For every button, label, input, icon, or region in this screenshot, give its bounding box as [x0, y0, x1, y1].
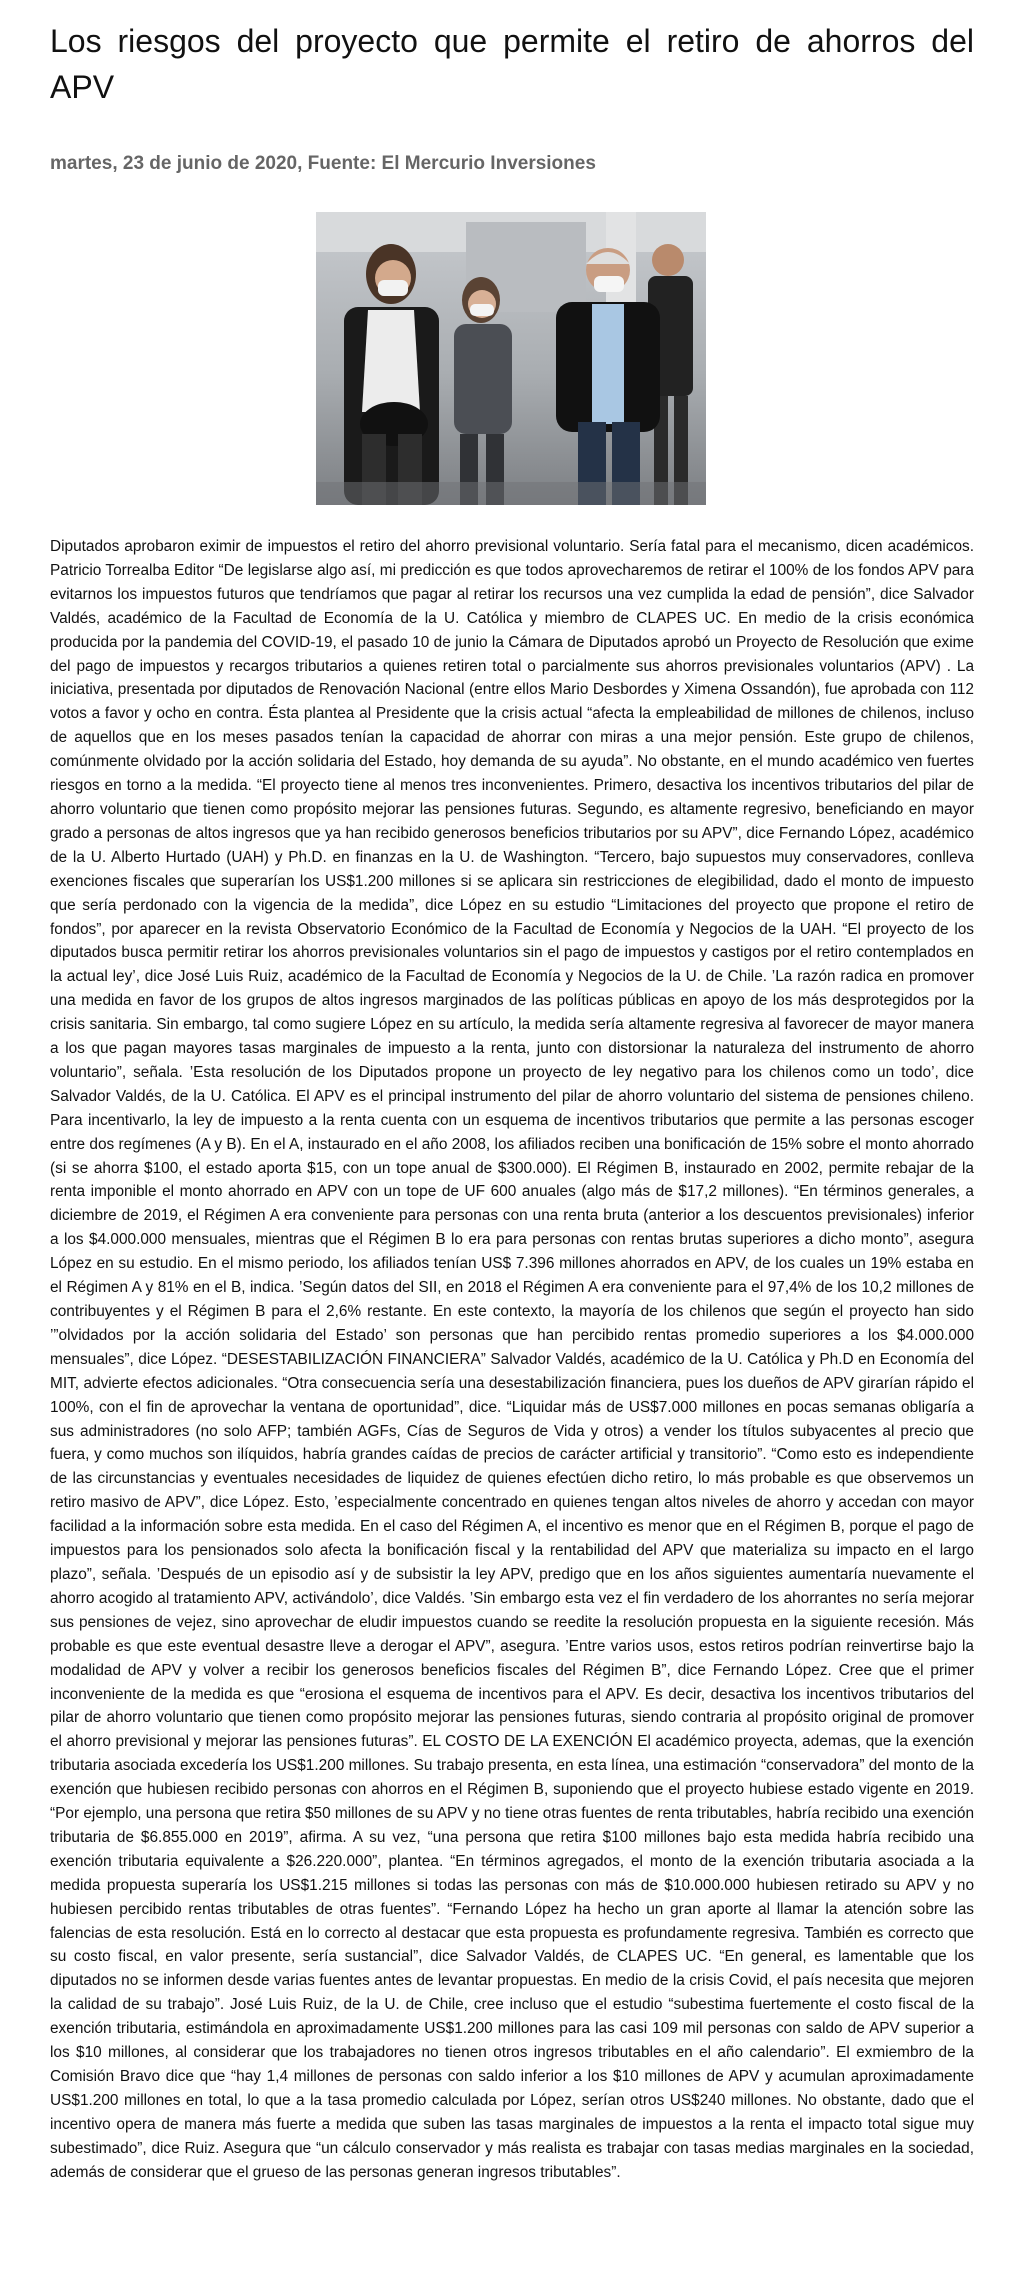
article-date-source: martes, 23 de junio de 2020, Fuente: El Mercurio Inversiones [50, 153, 596, 174]
article-body: Diputados aprobaron eximir de impuestos el retiro del ahorro previsional voluntario. Sería fatal para el mecanismo, dicen académicos. Patricio Torrealba Editor “De legislarse algo así, mi predicción es que todos aprovecharemos de retirar el 100% de los fondos APV para evitarnos los impuestos futuros que tendríamos que pagar al retirar los recursos una vez cumplida la edad de pensión”, dice Salvador Valdés, académico de la Facultad de Economía de la U. Católica y miembro de CLAPES UC. En medio de la crisis económica producida por la pandemia del COVID-19, el pasado 10 de junio la Cámara de Diputados aprobó un Proyecto de Resolución que exime del pago de impuestos y recargos tributarios a quienes retiren total o parcialmente sus ahorros previsionales voluntarios (APV) . La iniciativa, presentada por diputados de Renovación Nacional (entre ellos Mario Desbordes y Ximena Ossandón), fue aprobada con 112 votos a favor y ocho en contra. Ésta plantea al Presidente que la crisis actual “afecta la empleabilidad de millones de chilenos, incluso de aquellos que en los meses pasados tenían la capacidad de ahorrar con miras a una mejor pensión. Este grupo de chilenos, comúnmente olvidado por la acción solidaria del Estado, hoy demanda de su ayuda”. No obstante, en el mundo académico ven fuertes riesgos en torno a la medida. “El proyecto tiene al menos tres inconvenientes. Primero, desactiva los incentivos tributarios del pilar de ahorro voluntario que tienen como propósito mejorar las pensiones futuras. Segundo, es altamente regresivo, beneficiando en mayor grado a personas de altos ingresos que ya han recibido generosos beneficios tributarios por su APV”, dice Fernando López, académico de la U. Alberto Hurtado (UAH) y Ph.D. en finanzas en la U. de Washington. “Tercero, bajo supuestos muy conservadores, conlleva exenciones fiscales que superarían los US$1.200 millones si se aplicara sin restricciones de elegibilidad, dado el monto de impuesto que sería perdonado con la vigencia de la medida”, dice López en su estudio “Limitaciones del proyecto que propone el retiro de fondos”, por aparecer en la revista Observatorio Económico de la Facultad de Economía y Negocios de la UAH. “El proyecto de los diputados busca permitir retirar los ahorros previsionales voluntarios sin el pago de impuestos y castigos por el retiro contemplados en la actual ley’, dice José Luis Ruiz, académico de la Facultad de Economía y Negocios de la U. de Chile. ’La razón radica en promover una medida en favor de los grupos de altos ingresos marginados de las políticas públicas en apoyo de los más desprotegidos por la crisis sanitaria. Sin embargo, tal como sugiere López en su artículo, la medida sería altamente regresiva al favorecer de mayor manera a los que pagan mayores tasas marginales de impuesto a la renta, junto con distorsionar la naturaleza del instrumento de ahorro voluntario”, señala. ’Esta resolución de los Diputados propone un proyecto de ley negativo para los chilenos como un todo’, dice Salvador Valdés, de la U. Católica. El APV es el principal instrumento del pilar de ahorro voluntario del sistema de pensiones chileno. Para incentivarlo, la ley de impuesto a la renta cuenta con un esquema de incentivos tributarios que permite a las personas escoger entre dos regímenes (A y B). En el A, instaurado en el año 2008, los afiliados reciben una bonificación de 15% sobre el monto ahorrado (si se ahorra $100, el estado aporta $15, con un tope anual de $300.000). El Régimen B, instaurado en 2002, permite rebajar de la renta imponible el monto ahorrado en APV con un tope de UF 600 anuales (algo más de $17,2 millones). “En términos generales, a diciembre de 2019, el Régimen A era conveniente para personas con una renta bruta (anterior a los descuentos previsionales) inferior a los $4.000.000 mensuales, mientras que el Régimen B lo era para personas con rentas brutas superiores a dicho monto”, asegura López en su estudio. En el mismo periodo, los afiliados tenían US$ 7.396 millones ahorrados en APV, de los cuales un 19% estaba en el Régimen A y 81% en el B, indica. ’Según datos del SII, en 2018 el Régimen A era conveniente para el 97,4% de los 10,2 millones de contribuyentes y el Régimen B para el 2,6% restante. En este contexto, la mayoría de los chilenos que según el proyecto han sido ’”olvidados por la acción solidaria del Estado’ son personas que han percibido rentas promedio superiores a los $4.000.000 mensuales”, dice López. “DESESTABILIZACIÓN FINANCIERA” Salvador Valdés, académico de la U. Católica y Ph.D en Economía del MIT, advierte efectos adicionales. “Otra consecuencia sería una desestabilización financiera, pues los dueños de APV girarían rápido el 100%, con el fin de aprovechar la ventana de oportunidad”, dice. “Liquidar más de US$7.000 millones en pocas semanas obligaría a sus administradores (no solo AFP; también AGFs, Cías de Seguros de Vida y otros) a vender los títulos subyacentes al precio que fuera, y como muchos son ilíquidos, habría grandes caídas de precios de carácter artificial y transitorio”. “Como esto es independiente de las circunstancias y eventuales necesidades de liquidez de quienes efectúen dicho retiro, lo más probable es que observemos un retiro masivo de APV”, dice López. Esto, ’especialmente concentrado en quienes tengan altos niveles de ahorro y accedan con mayor facilidad a la información sobre esta medida. En el caso del Régimen A, el incentivo es menor que en el Régimen B, porque el pago de impuestos para los pensionados solo afecta la bonificación fiscal y la rentabilidad del APV que materializa su impacto en el largo plazo”, señala. ’Después de un episodio así y de subsistir la ley APV, predigo que en los años siguientes aumentaría nuevamente el ahorro acogido al tratamiento APV, activándolo’, dice Valdés. ’Sin embargo esta vez el fin verdadero de los ahorrantes no sería mejorar sus pensiones de vejez, sino aprovechar de eludir impuestos cuando se reedite la resolución propuesta en la siguiente recesión. Más probable es que este eventual desastre lleve a derogar el APV”, asegura. ’Entre varios usos, estos retiros podrían reinvertirse bajo la modalidad de APV y volver a recibir los generosos beneficios fiscales del Régimen B”, dice Fernando López. Cree que el primer inconveniente de la medida es que “erosiona el esquema de incentivos para el APV. Es decir, desactiva los incentivos tributarios del pilar de ahorro voluntario que tienen como propósito mejorar las pensiones futuras, siendo contraria al propósito original de promover el ahorro previsional y mejorar las pensiones futuras”. EL COSTO DE LA EXENCIÓN El académico proyecta, ademas, que la exención tributaria asociada excedería los US$1.200 millones. Su trabajo presenta, en esta línea, una estimación “conservadora” del monto de la exención que hubiesen recibido personas con ahorros en el Régimen B, suponiendo que el proyecto hubiese estado vigente en 2019. “Por ejemplo, una persona que retira $50 millones de su APV y no tiene otras fuentes de renta tributables, habría recibido una exención tributaria de $6.855.000 en 2019”, afirma. A su vez, “una persona que retira $100 millones bajo esta medida habría recibido una exención tributaria equivalente a $26.220.000”, plantea. “En términos agregados, el monto de la exención tributaria asociada a la medida propuesta superaría los US$1.215 millones si todas las personas con más de $10.000.000 hubiesen retirado su APV y no hubiesen percibido rentas tributables de otras fuentes”. “Fernando López ha hecho un gran aporte al llamar la atención sobre las falencias de esta resolución. Está en lo correcto al destacar que esta propuesta es profundamente regresiva. También es correcto que su costo fiscal, en valor presente, sería sustancial”, dice Salvador Valdés, de CLAPES UC. “En general, es lamentable que los diputados no se informen desde varias fuentes antes de levantar propuestas. En medio de la crisis Covid, el país necesita que mejoren la calidad de su trabajo”. José Luis Ruiz, de la U. de Chile, cree incluso que el estudio “subestima fuertemente el costo fiscal de la exención tributaria, estimándola en aproximadamente US$1.200 millones para las casi 109 mil personas con saldo de APV superior a los $10 millones, al considerar que los trabajadores no tienen otros ingresos tributables en el año calendario”. El exmiembro de la Comisión Bravo dice que “hay 1,4 millones de personas con saldo inferior a los $10 millones de APV y acumulan aproximadamente US$1.200 millones en total, lo que a la tasa promedio calculada por López, serían otros US$240 millones. No obstante, dado que el incentivo opera de manera más fuerte a medida que suben las tasas marginales de impuestos a la renta el impacto total sigue muy subestimado”, dice Ruiz. Asegura que “un cálculo conservador y más realista es trabajar con tasas medias marginales en la sociedad, además de considerar que el grueso de las personas generan ingresos tributables”. [50, 538, 975, 2181]
article-photo [316, 212, 706, 505]
article-title: Los riesgos del proyecto que permite el retiro de ahorros del APV [50, 23, 974, 105]
